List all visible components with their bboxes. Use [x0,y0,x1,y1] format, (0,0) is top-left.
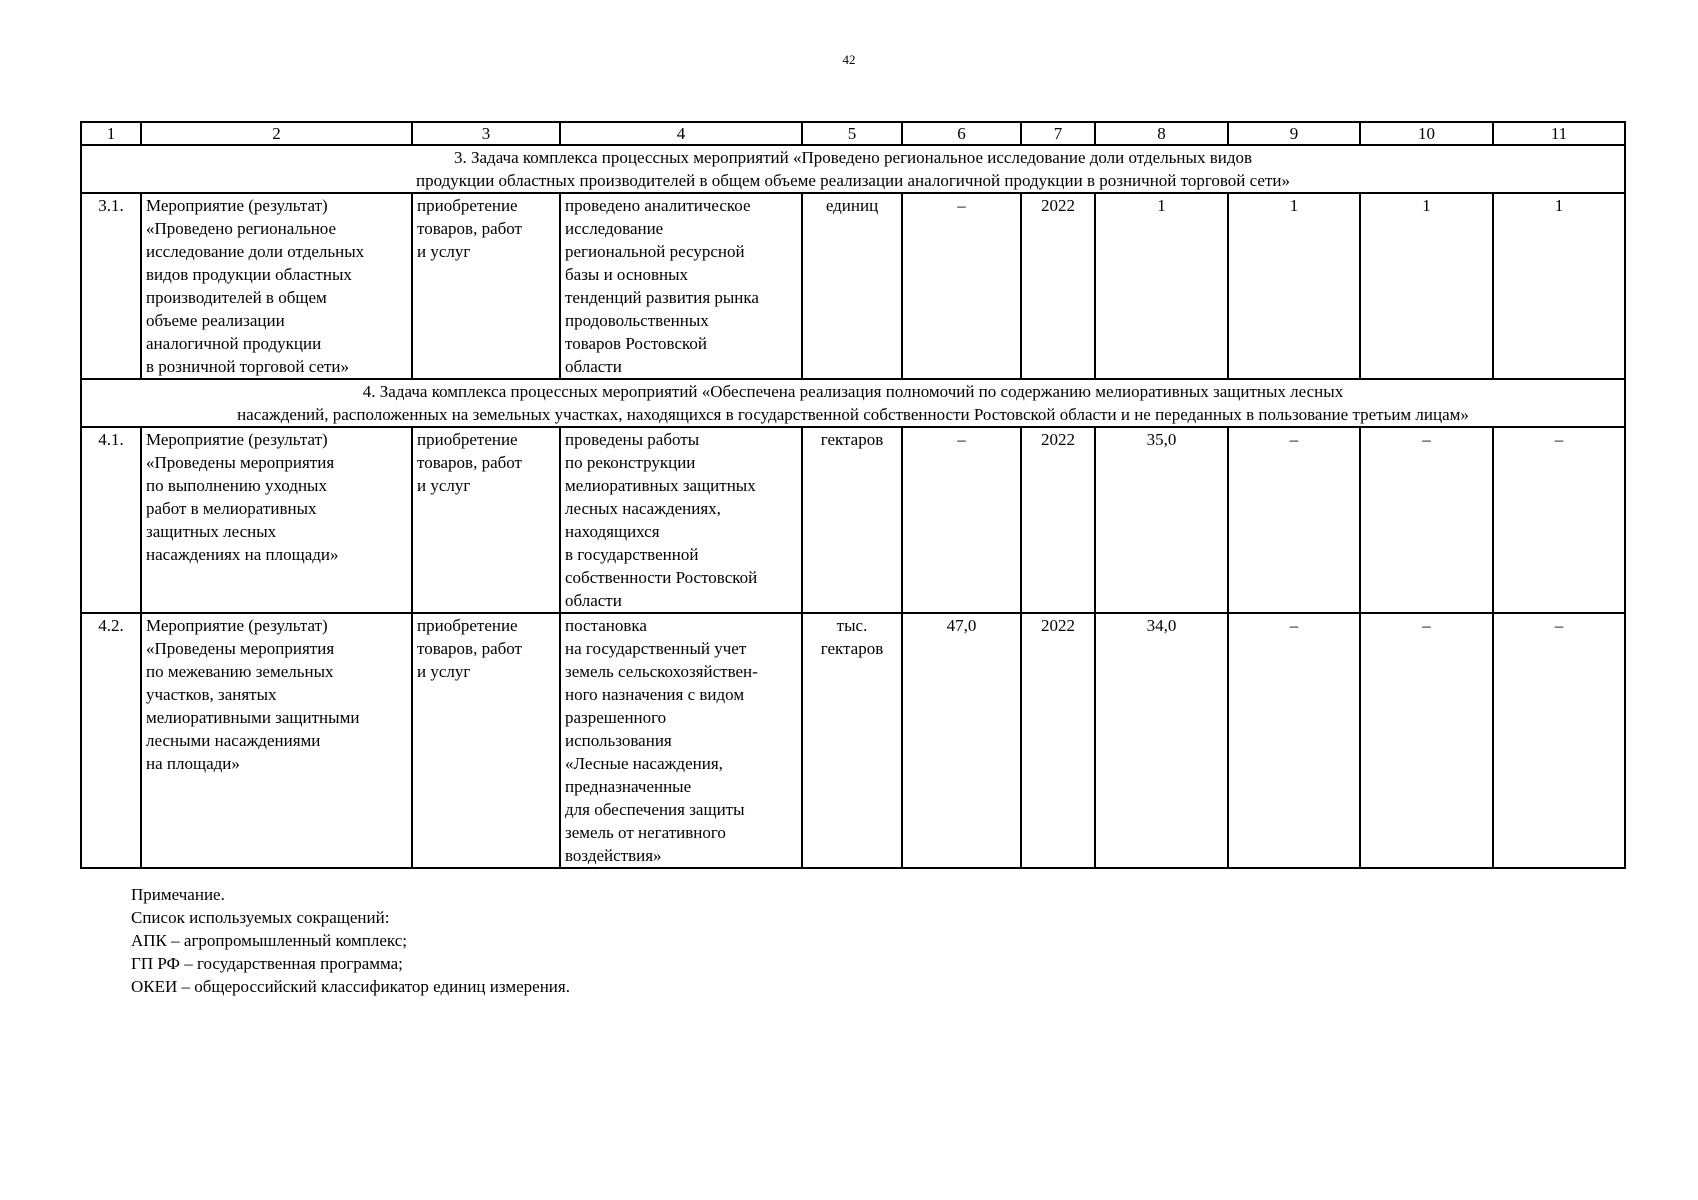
row-number: 3.1. [81,193,141,379]
cell-9: – [1228,613,1360,868]
measure-description: проведены работы по реконструкции мелиоративных защитных лесных насаждениях, находящихся в государственной собственности Ростовской области [560,427,802,613]
header-cell: 10 [1360,122,1493,145]
header-cell: 5 [802,122,902,145]
measures-table [80,121,1626,869]
unit: гектаров [802,427,902,613]
cell-9: 1 [1228,193,1360,379]
header-cell: 1 [81,122,141,145]
header-cell: 4 [560,122,802,145]
cell-11: – [1493,427,1625,613]
measure-description: постановка на государственный учет земель сельскохозяйствен- ного назначения с видом разрешенного использования «Лесные насаждения, предназначенные для обеспечения защиты земель от негативного воздействия» [560,613,802,868]
measure-name: Мероприятие (результат) «Проведено региональное исследование доли отдельных видов продукции областных производителей в общем объеме реализации аналогичной продукции в розничной торговой сети» [141,193,412,379]
header-cell: 3 [412,122,560,145]
task-3-line-1: 3. Задача комплекса процессных мероприятий «Проведено региональное исследование доли отдельных видов [453,148,1252,167]
cell-8: 35,0 [1095,427,1228,613]
measure-type: приобретение товаров, работ и услуг [412,193,560,379]
header-cell: 11 [1493,122,1625,145]
task-3-line-2: продукции областных производителей в общем объеме реализации аналогичной продукции в розничной торговой сети» [416,171,1290,190]
header-cell: 8 [1095,122,1228,145]
unit: тыс. гектаров [802,613,902,868]
table-row-4-1 [81,427,1625,613]
cell-7: 2022 [1021,427,1095,613]
header-cell: 7 [1021,122,1095,145]
task-4-line-2: насаждений, расположенных на земельных участках, находящихся в государственной собственности Ростовской области и не переданных в пользование третьим лицам» [237,405,1469,424]
cell-6: – [902,427,1021,613]
table-row-3-1 [81,193,1625,379]
header-cell: 6 [902,122,1021,145]
measure-name: Мероприятие (результат) «Проведены мероприятия по межеванию земельных участков, занятых мелиоративными защитными лесными насаждениями на площади» [141,613,412,868]
cell-6: 47,0 [902,613,1021,868]
measure-type: приобретение товаров, работ и услуг [412,427,560,613]
cell-8: 34,0 [1095,613,1228,868]
cell-7: 2022 [1021,613,1095,868]
table-header-row [81,122,1625,145]
note-title: Примечание. [131,885,225,904]
header-cell: 9 [1228,122,1360,145]
task-3-row [81,145,1625,193]
cell-11: 1 [1493,193,1625,379]
header-cell: 2 [141,122,412,145]
measure-type: приобретение товаров, работ и услуг [412,613,560,868]
table-row-4-2 [81,613,1625,868]
page-number: 42 [842,52,856,67]
cell-8: 1 [1095,193,1228,379]
row-number: 4.1. [81,427,141,613]
measure-description: проведено аналитическое исследование региональной ресурсной базы и основных тенденций развития рынка продовольственных товаров Ростовской области [560,193,802,379]
cell-6: – [902,193,1021,379]
unit: единиц [802,193,902,379]
cell-10: – [1360,427,1493,613]
cell-10: – [1360,613,1493,868]
task-4-heading [81,379,1625,427]
cell-10: 1 [1360,193,1493,379]
cell-11: – [1493,613,1625,868]
task-3-heading [81,145,1625,193]
row-number: 4.2. [81,613,141,868]
abbreviation-item: АПК – агропромышленный комплекс; [131,931,408,950]
abbreviation-item: ГП РФ – государственная программа; [131,954,403,973]
footnote [131,883,570,998]
cell-9: – [1228,427,1360,613]
abbreviations-title: Список используемых сокращений: [131,908,390,927]
measure-name: Мероприятие (результат) «Проведены мероприятия по выполнению уходных работ в мелиоративных защитных лесных насаждениях на площади» [141,427,412,613]
task-4-line-1: 4. Задача комплекса процессных мероприятий «Обеспечена реализация полномочий по содержанию мелиоративных защитных лесных [362,382,1344,401]
abbreviation-item: ОКЕИ – общероссийский классификатор единиц измерения. [131,977,570,996]
task-4-row [81,379,1625,427]
cell-7: 2022 [1021,193,1095,379]
